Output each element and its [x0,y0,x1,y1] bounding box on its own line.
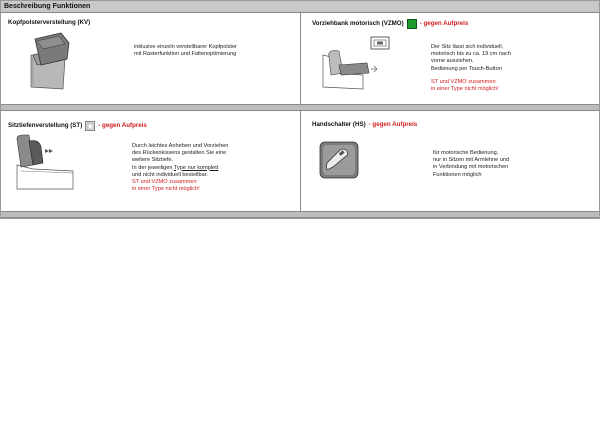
st-description [132,143,228,193]
vzmo-surcharge: - gegen Aufpreis [419,20,469,27]
st-surcharge: - gegen Aufpreis [98,122,147,129]
st-line: des Rückenkissens gestalten Sie eine [132,150,227,157]
vzmo-line: Bedienung per Touch-Button [431,65,502,72]
st-line4-underlined: Type nur komplett [173,164,219,171]
hs-line: Funktionen möglich [433,171,482,178]
hs-line: nur in Sitzen mit Armlehne und [433,157,510,164]
motor-bench-icon [319,35,395,93]
hs-title [312,121,417,129]
st-line: Durch leichtes Anheben und Vorziehen [132,143,229,149]
kv-line: inklusive einzeln verstellbarer Kopfpolster [134,44,237,50]
hand-switch-icon [319,141,359,179]
vzmo-green-badge-icon [407,19,417,29]
st-line: weitere Sitztiefe. [132,157,174,164]
st-title-text: Sitztiefenverstellung (ST) [8,122,83,129]
vzmo-title-text: Vorziehbank motorisch (VZMO) [312,20,404,27]
row-separator [1,104,599,111]
hs-surcharge: - gegen Aufpreis [368,121,418,128]
st-star-badge-icon: ★ [86,122,94,131]
kv-line: mit Rasterfunktion und Faltenoptimierung [134,51,237,58]
hs-description [433,150,509,179]
st-warning-line: in einer Type nicht möglich! [132,186,200,193]
table-title: Beschreibung Funktionen [1,1,599,13]
st-title [8,121,147,131]
row-separator-bottom [1,211,599,218]
vzmo-line: motorisch bis zu ca. 19 cm nach [431,51,511,58]
kv-title [8,19,90,27]
vzmo-warning-line: ST und VZMO zusammen [431,78,496,85]
st-line4-text: In der jeweiligen [132,164,174,171]
kv-title-text: Kopfpolsterverstellung (KV) [8,19,91,26]
seat-depth-sofa-icon [15,135,79,193]
hs-line: in Verbindung mit motorischen [433,164,509,171]
column-divider [300,13,301,219]
hs-title-text: Handschalter (HS) [312,121,366,128]
st-warning-line: ST und VZMO zusammen [132,179,197,186]
vzmo-title [312,19,468,29]
headrest-sofa-icon [27,29,73,91]
vzmo-line: Der Sitz lässt sich individuell, [431,44,504,50]
vzmo-description [431,44,511,93]
st-line: und nicht individuell bestellbar. [132,171,208,178]
vzmo-warning-line: in einer Type nicht möglich! [431,86,499,93]
vzmo-line: vorne ausziehen. [431,58,474,65]
kv-description [134,44,237,58]
st-line [132,165,228,172]
hs-line: für motorische Bedienung, [433,150,499,156]
